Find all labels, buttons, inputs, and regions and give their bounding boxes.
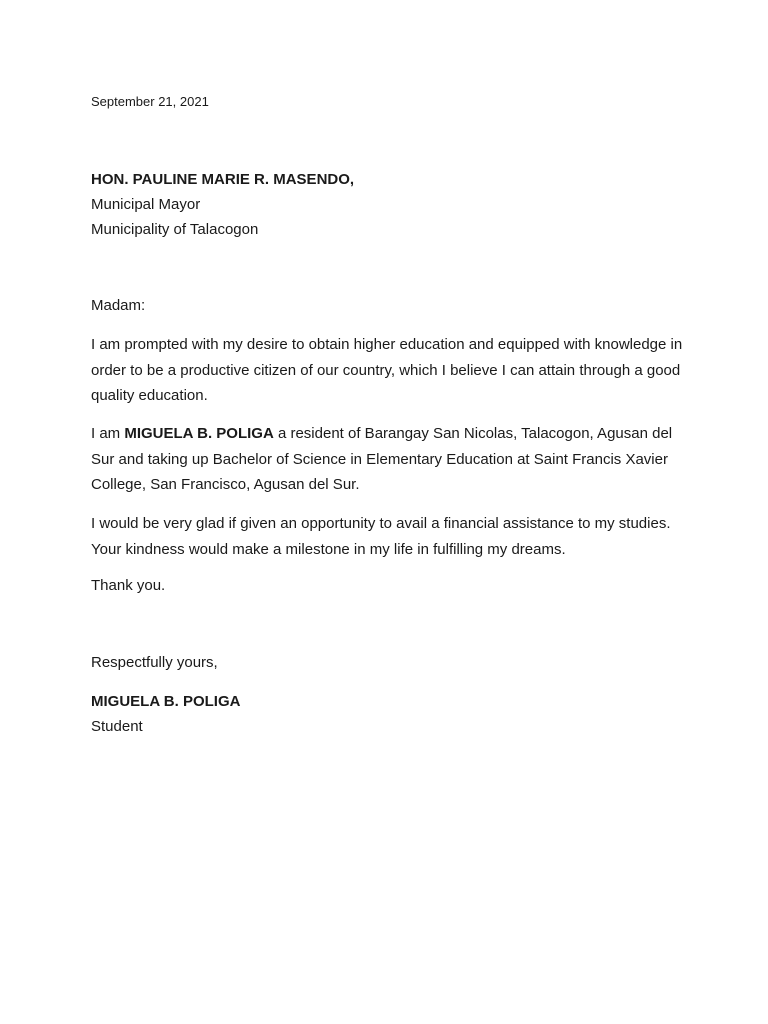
body-paragraph-2	[91, 421, 691, 498]
recipient-office: Municipality of Talacogon	[91, 221, 259, 238]
student-name-inline: MIGUELA B. POLIGA	[124, 425, 274, 442]
thank-you-line: Thank you.	[91, 577, 166, 594]
recipient-block	[91, 167, 354, 242]
closing-line: Respectfully yours,	[91, 654, 218, 671]
recipient-name: HON. PAULINE MARIE R. MASENDO,	[91, 171, 355, 188]
body-paragraph-3: I would be very glad if given an opportunity to avail a financial assistance to my studies. Your kindness would make a milestone in my life in fulfilling my dreams.	[91, 515, 671, 558]
signature-name: MIGUELA B. POLIGA	[91, 693, 241, 710]
signature-block	[91, 689, 240, 739]
body-paragraph-1: I am prompted with my desire to obtain higher education and equipped with knowledge in order to be a productive citizen of our country, which I believe I can attain through a good quality education.	[91, 336, 683, 404]
letter-date: September 21, 2021	[91, 94, 209, 109]
recipient-title: Municipal Mayor	[91, 196, 201, 213]
signature-role: Student	[91, 718, 143, 735]
paragraph-2-rest: a resident of Barangay San Nicolas, Talacogon, Agusan del Sur and taking up Bachelor of Science in Elementary Education at Saint Francis Xavier College, San Francisco, Agusan del Sur.	[91, 425, 673, 493]
salutation: Madam:	[91, 297, 146, 314]
paragraph-2-prefix: I am	[91, 425, 125, 442]
